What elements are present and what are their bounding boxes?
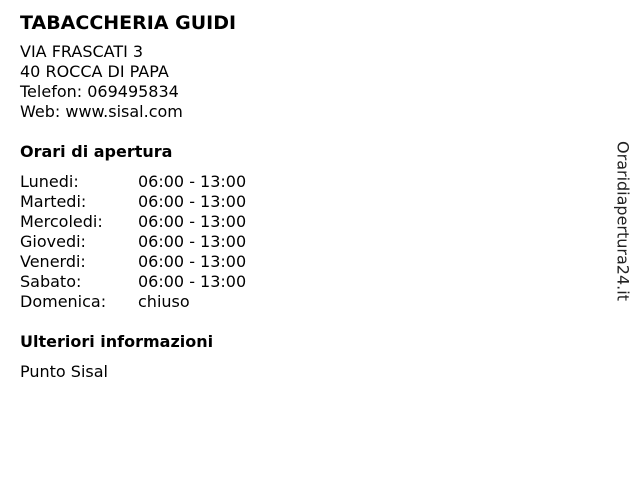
opening-hours-table xyxy=(20,172,580,312)
day-label: Sabato: xyxy=(20,272,82,291)
time-value: 06:00 - 13:00 xyxy=(138,232,247,251)
time-value: 06:00 - 13:00 xyxy=(138,272,247,291)
phone-number: Telefon: 069495834 xyxy=(20,82,179,101)
day-label: Martedi: xyxy=(20,192,87,211)
opening-hours-title: Orari di apertura xyxy=(20,142,173,161)
time-value: 06:00 - 13:00 xyxy=(138,192,247,211)
site-watermark: Oraridiapertura24.it xyxy=(613,141,633,301)
hours-row xyxy=(20,212,580,232)
hours-row xyxy=(20,232,580,252)
business-name: TABACCHERIA GUIDI xyxy=(20,12,237,34)
time-value: 06:00 - 13:00 xyxy=(138,172,247,191)
day-label: Venerdi: xyxy=(20,252,86,271)
day-label: Giovedi: xyxy=(20,232,86,251)
additional-info-text: Punto Sisal xyxy=(20,362,108,381)
day-label: Mercoledi: xyxy=(20,212,103,231)
time-value: 06:00 - 13:00 xyxy=(138,212,247,231)
hours-row xyxy=(20,252,580,272)
hours-row xyxy=(20,292,580,312)
website: Web: www.sisal.com xyxy=(20,102,183,121)
address-line-1: VIA FRASCATI 3 xyxy=(20,42,144,61)
additional-info-title: Ulteriori informazioni xyxy=(20,332,214,351)
business-card xyxy=(20,10,580,382)
day-label: Domenica: xyxy=(20,292,107,311)
hours-row xyxy=(20,172,580,192)
hours-row xyxy=(20,272,580,292)
time-value: chiuso xyxy=(138,292,190,311)
time-value: 06:00 - 13:00 xyxy=(138,252,247,271)
address-line-2: 40 ROCCA DI PAPA xyxy=(20,62,169,81)
hours-row xyxy=(20,192,580,212)
day-label: Lunedi: xyxy=(20,172,79,191)
